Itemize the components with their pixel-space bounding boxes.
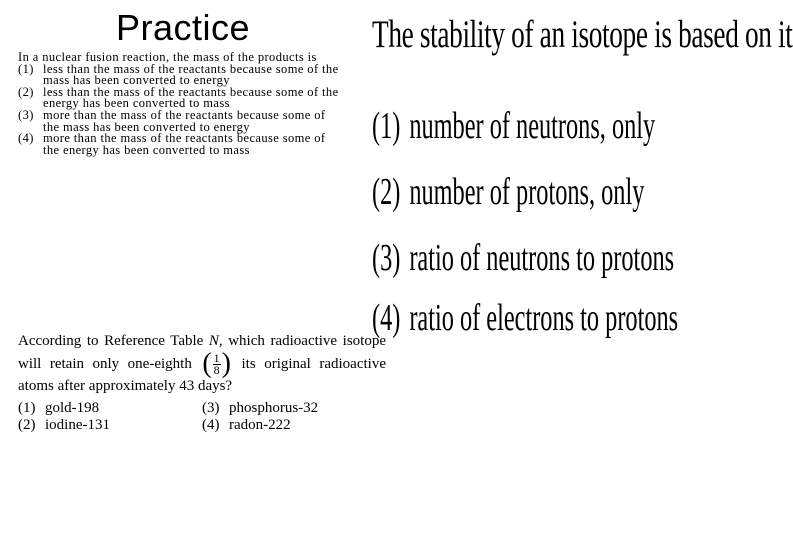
option-text: less than the mass of the reactants because some of the mass has been converted to energy — [43, 61, 339, 88]
halflife-option-1 — [18, 400, 202, 417]
option-number: (1) — [18, 61, 34, 76]
stability-question-stem: The stability of an isotope is based on it — [372, 13, 793, 56]
halflife-options — [18, 400, 386, 434]
stem-part-2: , which radioactive isotope will retain only one-eighth — [18, 333, 386, 372]
fraction-denominator: 8 — [213, 362, 220, 377]
option-number: (2) — [372, 171, 401, 213]
stability-option-2 — [372, 170, 644, 214]
option-text: number of protons, only — [409, 171, 645, 213]
option-text: less than the mass of the reactants because some of the energy has been converted to mass — [43, 84, 339, 111]
halflife-question — [18, 331, 386, 434]
option-number: (4) — [18, 131, 34, 146]
fraction-numerator: 1 — [213, 350, 220, 365]
option-number: (4) — [202, 417, 220, 433]
option-number: (3) — [372, 237, 401, 279]
stability-option-4 — [372, 296, 678, 340]
fusion-question-stem: In a nuclear fusion reaction, the mass of the products is — [18, 50, 317, 64]
stem-part-1: According to Reference Table — [18, 333, 209, 349]
option-text: gold-198 — [45, 400, 100, 416]
stability-option-1 — [372, 104, 655, 148]
slide-title: Practice — [116, 7, 251, 48]
option-number: (2) — [18, 417, 36, 433]
fusion-option-2 — [18, 84, 344, 111]
one-eighth-fraction: ( $\frac{1}{8}$ ) — [202, 348, 231, 379]
option-text: phosphorus-32 — [229, 400, 319, 416]
fusion-option-1 — [18, 61, 344, 88]
option-text: ratio of neutrons to protons — [409, 237, 675, 279]
option-number: (4) — [372, 297, 401, 339]
stem-part-3: its original radioactive atoms after approximately 43 days? — [18, 355, 386, 394]
option-text: more than the mass of the reactants because some of the energy has been converted to mass — [43, 131, 326, 157]
fusion-option-3 — [18, 107, 344, 134]
stability-question — [372, 12, 793, 339]
halflife-option-4 — [202, 417, 386, 434]
option-text: iodine-131 — [45, 417, 110, 433]
reference-table-letter: N — [208, 333, 219, 349]
stability-option-3 — [372, 236, 674, 280]
fusion-option-4 — [18, 133, 344, 156]
option-text: more than the mass of the reactants because some of the mass has been converted to energy — [43, 107, 326, 134]
option-number: (2) — [18, 84, 34, 99]
fusion-question — [18, 52, 344, 156]
option-text: number of neutrons, only — [409, 105, 656, 147]
option-text: radon-222 — [229, 417, 291, 433]
option-number: (1) — [372, 105, 401, 147]
halflife-option-2 — [18, 417, 202, 434]
option-number: (3) — [18, 107, 34, 122]
halflife-question-stem — [18, 331, 386, 397]
halflife-option-3 — [202, 400, 386, 417]
option-number: (3) — [202, 400, 220, 416]
option-text: ratio of electrons to protons — [409, 297, 679, 339]
option-number: (1) — [18, 400, 36, 416]
